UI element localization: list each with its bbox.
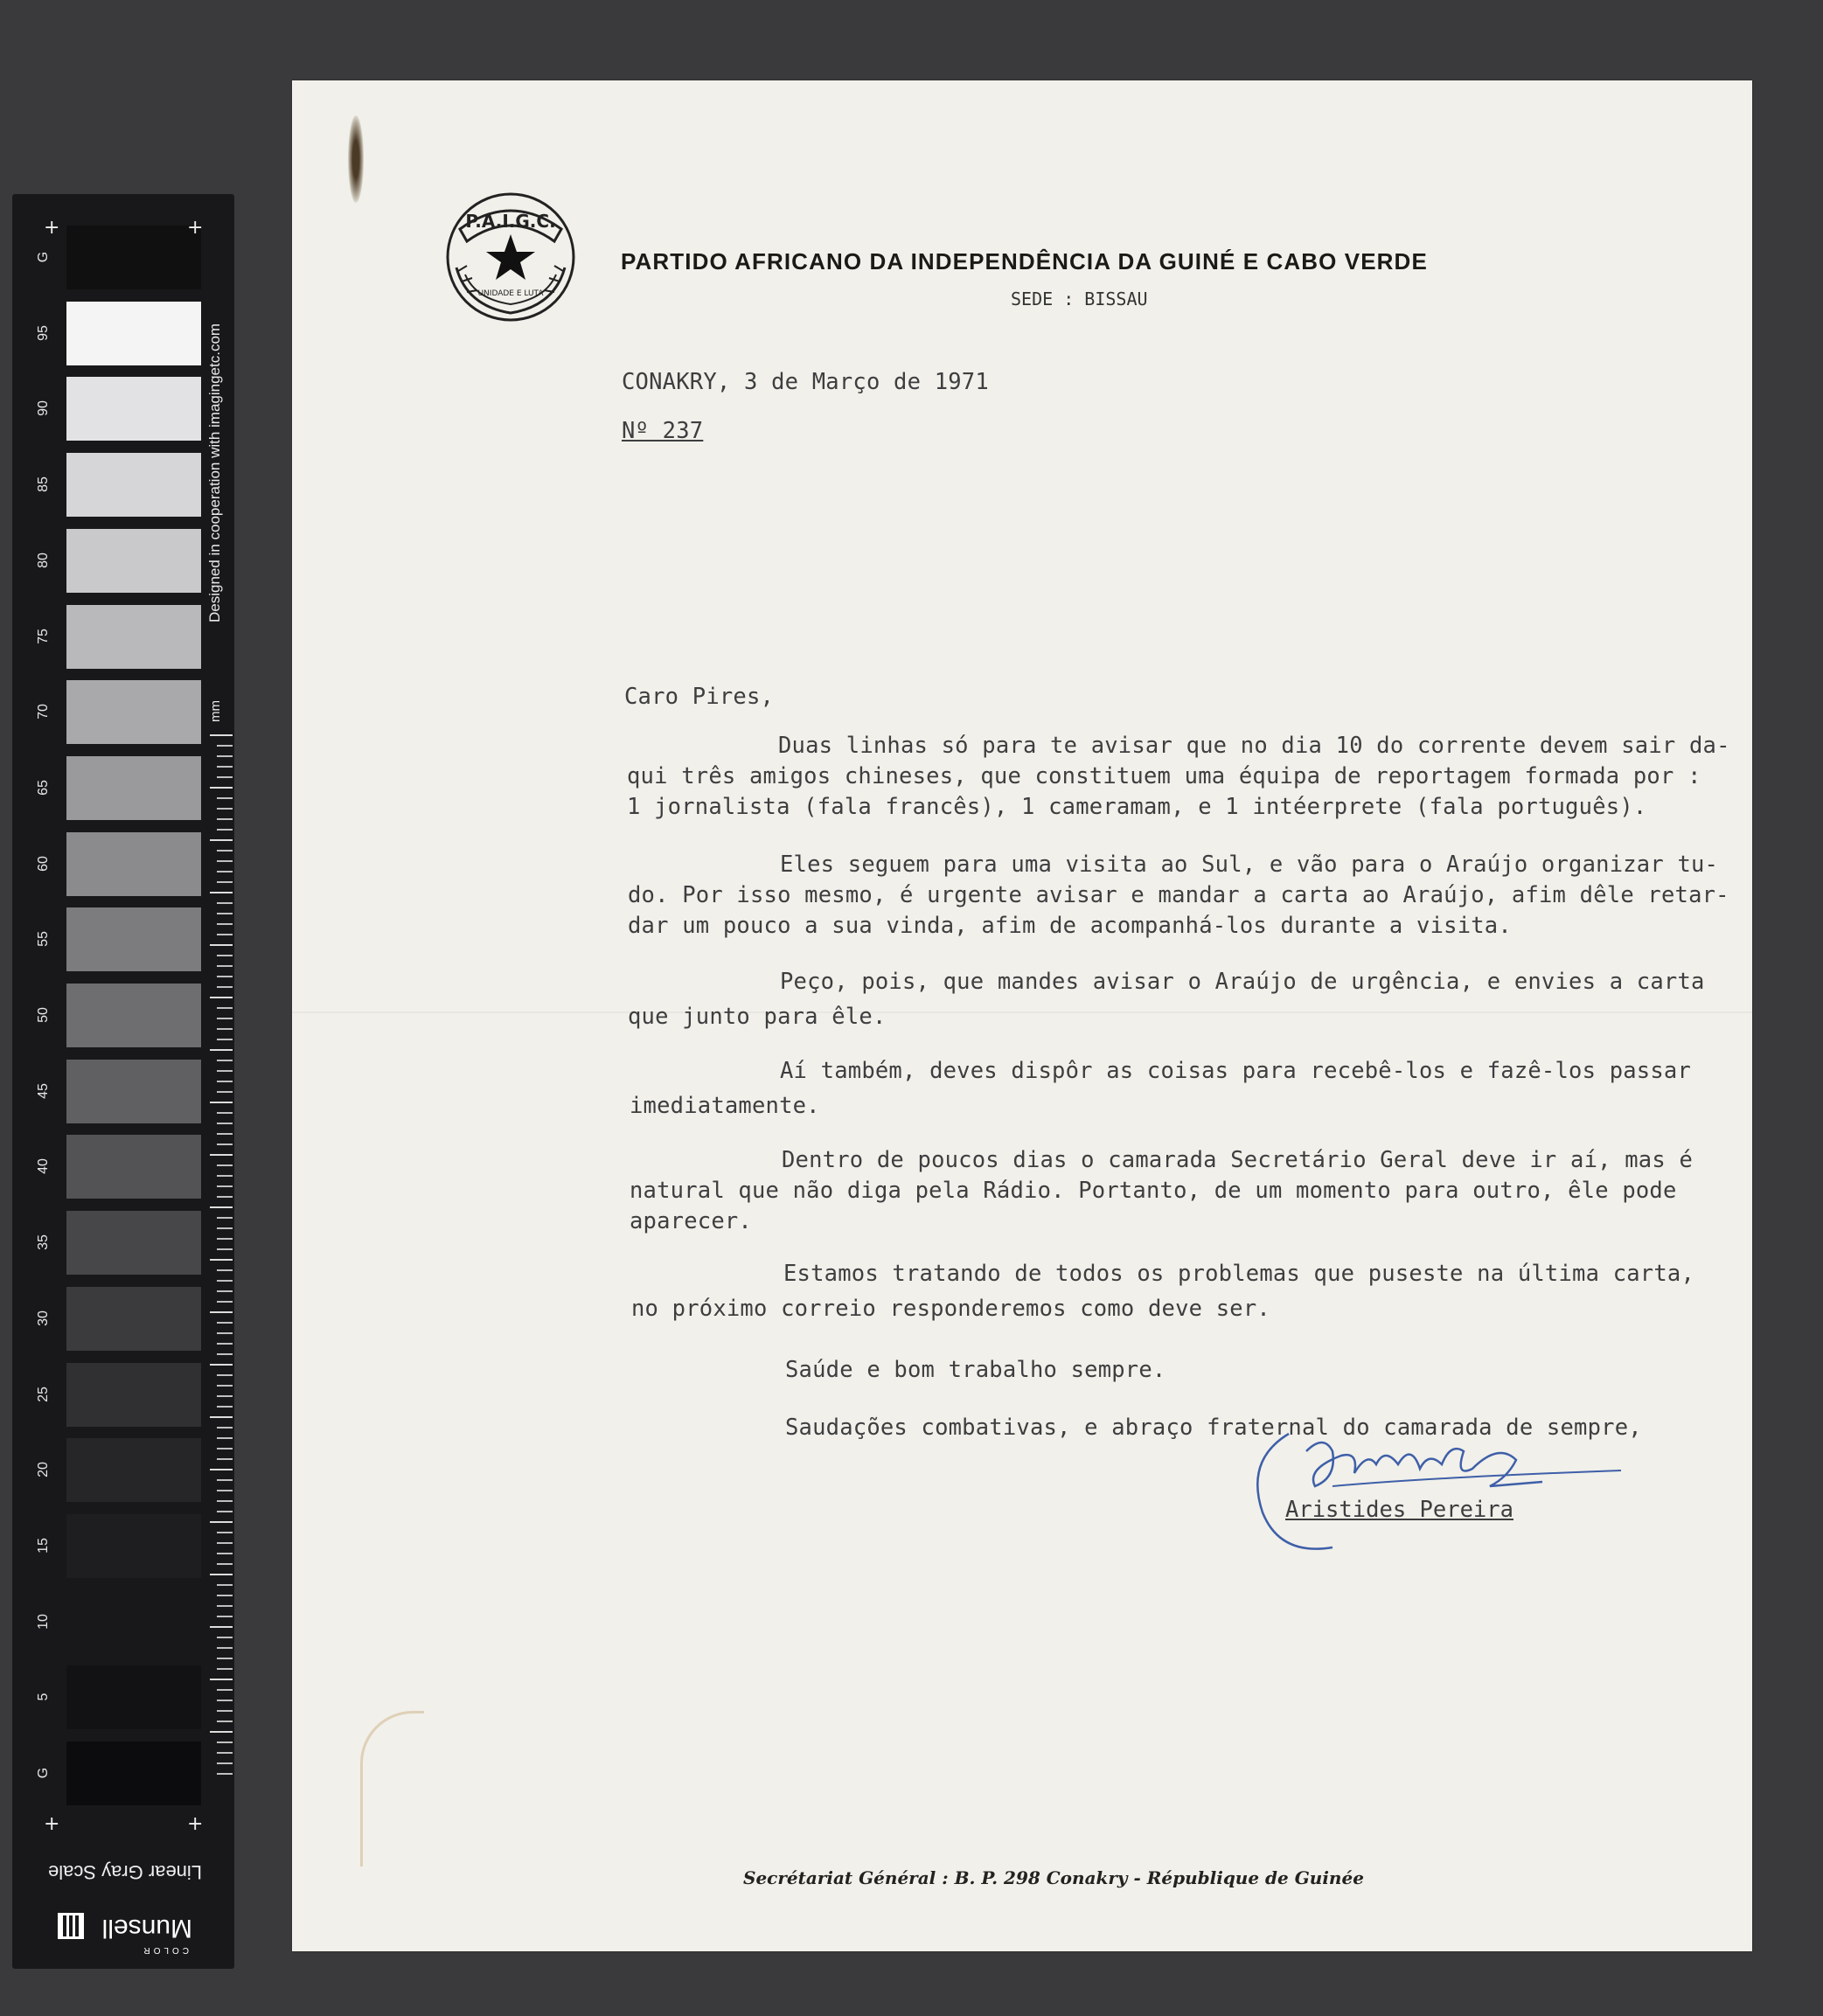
organization-name: PARTIDO AFRICANO DA INDEPENDÊNCIA DA GUINÉ E CABO VERDE — [621, 248, 1428, 275]
patch-label: 50 — [36, 1007, 51, 1023]
paigc-emblem-icon — [441, 184, 581, 323]
paper-stain — [360, 1711, 424, 1867]
cooperation-text: Designed in cooperation with imagingetc.com — [206, 323, 223, 622]
signer-name: Aristides Pereira — [1285, 1497, 1513, 1523]
body-line: Dentro de poucos dias o camarada Secretário Geral deve ir aí, mas é — [782, 1147, 1694, 1173]
patch-label: 55 — [36, 931, 51, 948]
patch-label: 85 — [36, 476, 51, 492]
body-line: imediatamente. — [630, 1093, 820, 1119]
gray-patch — [66, 226, 201, 289]
gray-patch — [66, 1060, 201, 1123]
patch-label: G — [36, 1767, 51, 1779]
svg-text:UNIDADE E LUTA: UNIDADE E LUTA — [477, 289, 544, 298]
patch-label: 80 — [36, 552, 51, 568]
patch-label: 5 — [36, 1693, 51, 1701]
patch-label: 40 — [36, 1158, 51, 1175]
scale-name: Linear Gray Scale — [47, 1861, 203, 1883]
body-line: Peço, pois, que mandes avisar o Araújo de urgência, e envies a carta — [780, 969, 1705, 995]
svg-text:P.A.I.G.C.: P.A.I.G.C. — [465, 211, 556, 232]
body-line: Aí também, deves dispôr as coisas para recebê-los e fazê-los passar — [780, 1058, 1692, 1084]
plus-mark-icon: + — [44, 1813, 60, 1835]
patch-label: 25 — [36, 1386, 51, 1402]
closing-line: Saudações combativas, e abraço fraternal do camarada de sempre, — [785, 1415, 1642, 1441]
patch-label: 45 — [36, 1082, 51, 1099]
footer-address: Secrétariat Général : B. P. 298 Conakry - République de Guinée — [743, 1867, 1364, 1888]
gray-patch — [66, 907, 201, 971]
body-line: natural que não diga pela Rádio. Portanto, de um momento para outro, êle pode — [630, 1178, 1677, 1204]
mm-ruler-major-ticks — [210, 734, 233, 1775]
gray-patch — [66, 1363, 201, 1427]
body-line: que junto para êle. — [628, 1004, 887, 1030]
closing-line: Saúde e bom trabalho sempre. — [785, 1357, 1166, 1383]
plus-mark-icon: + — [187, 217, 204, 239]
patch-label: 20 — [36, 1462, 51, 1478]
gray-patch — [66, 1514, 201, 1578]
body-line: qui três amigos chineses, que constituem uma équipa de reportagem formada por : — [627, 763, 1701, 789]
gray-patch — [66, 377, 201, 441]
salutation: Caro Pires, — [624, 684, 775, 710]
handwritten-signature — [1254, 1416, 1639, 1556]
patch-label: 60 — [36, 855, 51, 872]
gray-patch — [66, 1741, 201, 1805]
body-line: 1 jornalista (fala francês), 1 cameramam, e 1 intéerprete (fala português). — [627, 794, 1647, 820]
body-line: no próximo correio responderemos como deve ser. — [631, 1296, 1270, 1322]
gray-patch — [66, 1287, 201, 1351]
patch-label: 90 — [36, 400, 51, 417]
munsell-brand: Munsell — [101, 1914, 192, 1943]
munsell-logo — [52, 1904, 201, 1955]
body-line: aparecer. — [630, 1208, 752, 1234]
gray-patch — [66, 680, 201, 744]
patch-label: 95 — [36, 324, 51, 341]
patch-label: 65 — [36, 780, 51, 796]
unit-label: mm — [208, 700, 223, 722]
organization-seat: SEDE : BISSAU — [1011, 288, 1148, 309]
plus-mark-icon: + — [44, 217, 60, 239]
gray-patch — [66, 832, 201, 896]
gray-patch — [66, 756, 201, 820]
gray-patch — [66, 1135, 201, 1199]
patch-label: 35 — [36, 1234, 51, 1250]
patch-label: 70 — [36, 704, 51, 720]
gray-patch — [66, 1665, 201, 1729]
gray-patch — [66, 1211, 201, 1275]
patch-label: 30 — [36, 1310, 51, 1326]
gray-patch — [66, 1590, 201, 1654]
body-line: Duas linhas só para te avisar que no dia 10 do corrente devem sair da- — [778, 733, 1730, 759]
body-line: Estamos tratando de todos os problemas que puseste na última carta, — [783, 1261, 1695, 1287]
gray-patch — [66, 984, 201, 1047]
gray-patch — [66, 605, 201, 669]
plus-mark-icon: + — [187, 1813, 204, 1835]
ink-stain — [348, 115, 364, 203]
patch-label: 15 — [36, 1538, 51, 1554]
munsell-sub: COLOR — [140, 1945, 189, 1955]
munsell-grid-icon — [58, 1913, 84, 1939]
gray-patch — [66, 1438, 201, 1502]
place-date: CONAKRY, 3 de Março de 1971 — [622, 369, 989, 395]
body-line: dar um pouco a sua vinda, afim de acompanhá-los durante a visita. — [628, 913, 1512, 939]
patch-label: G — [36, 251, 51, 263]
gray-scale-card — [12, 194, 234, 1969]
letter-number: Nº 237 — [622, 418, 704, 444]
letter-page — [292, 80, 1752, 1951]
gray-patch — [66, 453, 201, 517]
body-line: do. Por isso mesmo, é urgente avisar e mandar a carta ao Araújo, afim dêle retar- — [628, 882, 1729, 908]
patch-label: 75 — [36, 628, 51, 644]
fold-line — [292, 1011, 1752, 1013]
body-line: Eles seguem para uma visita ao Sul, e vão para o Araújo organizar tu- — [780, 852, 1719, 878]
gray-patch — [66, 302, 201, 365]
gray-patch — [66, 529, 201, 593]
patch-label: 10 — [36, 1613, 51, 1630]
